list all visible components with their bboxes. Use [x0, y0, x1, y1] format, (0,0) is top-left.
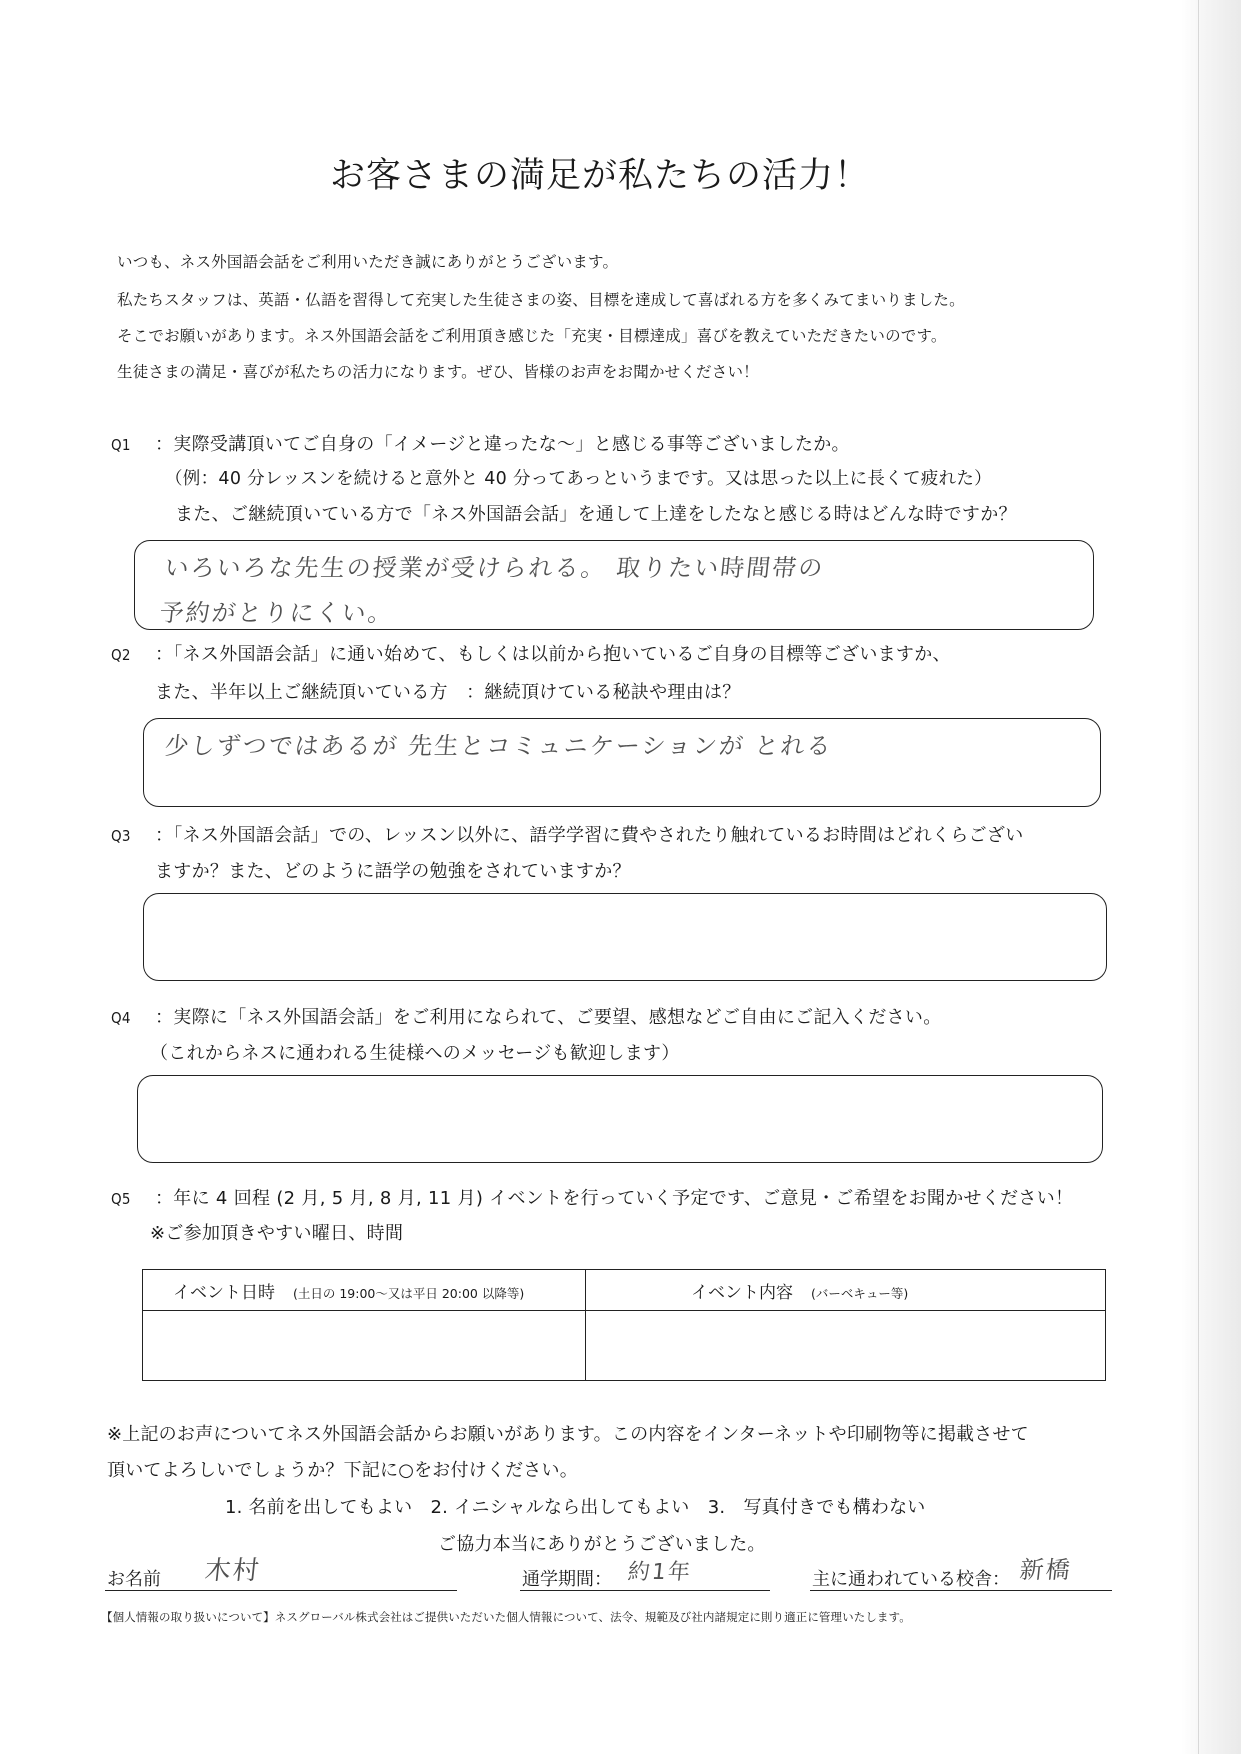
q1-line-3: また、ご継続頂いている方で「ネス外国語会話」を通して上達をしたなと感じる時はどんな時ですか？ — [175, 504, 1017, 525]
intro-line-4: 生徒さまの満足・喜びが私たちの活力になります。ぜひ、皆様のお声をお聞かせください！ — [117, 363, 759, 381]
q2-line-1: Q2 ：「ネス外国語会話」に通い始めて、もしくは以前から抱いているご自身の目標等ございますか、 — [111, 644, 951, 665]
q1-line-1: Q1 ：実際受講頂いてご自身の「イメージと違ったな～」と感じる事等ございましたか。 — [111, 434, 850, 455]
q1-number: Q1 — [111, 436, 131, 454]
period-label: 通学期間： — [522, 1569, 612, 1590]
q5-line-1: Q5 ：年に 4 回程 (2 月, 5 月, 8 月, 11 月) イベントを行っていく予定です、ご意見・ご希望をお聞かせください！ — [111, 1188, 1074, 1209]
thanks-text: ご協力本当にありがとうございました。 — [438, 1534, 766, 1555]
permission-options[interactable]: 1. 名前を出してもよい 2. イニシャルなら出してもよい 3. 写真付きでも構わない — [225, 1497, 926, 1518]
q4-line-2: （これからネスに通われる生徒様へのメッセージも歓迎します） — [150, 1043, 680, 1064]
page-title: お客さまの満足が私たちの活力！ — [329, 156, 870, 196]
scan-edge-line — [1198, 0, 1199, 1754]
event-datetime-cell[interactable] — [143, 1311, 586, 1381]
q2-number: Q2 — [111, 646, 131, 664]
q1-line-2: （例：40 分レッスンを続けると意外と 40 分ってあっというまです。又は思った以上に長くて疲れた） — [165, 469, 992, 489]
q4-line-1: Q4 ：実際に「ネス外国語会話」をご利用になられて、ご要望、感想などご自由にご記入ください。 — [111, 1007, 942, 1028]
school-label: 主に通われている校舎： — [812, 1569, 1010, 1590]
q5-number: Q5 — [111, 1190, 131, 1208]
q3-line-1: Q3 ：「ネス外国語会話」での、レッスン以外に、語学学習に費やされたり触れているお時間はどれくらござい — [111, 825, 1024, 846]
event-table — [142, 1269, 1106, 1381]
name-underline[interactable] — [105, 1590, 457, 1591]
q3-number: Q3 — [111, 827, 131, 845]
period-value: 約1年 — [626, 1560, 694, 1585]
q4-number: Q4 — [111, 1009, 131, 1027]
q3-line-2: ますか？また、どのように語学の勉強をされていますか？ — [155, 861, 631, 882]
event-datetime-note: (土日の 19:00～又は平日 20:00 以降等) — [293, 1285, 525, 1301]
q3-answer-box[interactable] — [143, 893, 1107, 981]
intro-line-2: 私たちスタッフは、英語・仏語を習得して充実した生徒さまの姿、目標を達成して喜ばれる方を多くみてまいりました。 — [117, 291, 965, 309]
event-content-header — [586, 1270, 1106, 1311]
school-underline[interactable] — [810, 1590, 1112, 1591]
scan-edge-shadow — [1181, 0, 1241, 1754]
q4-answer-box[interactable] — [137, 1075, 1103, 1163]
q1-answer-line-1: いろいろな先生の授業が受けられる。 取りたい時間帯の — [163, 554, 826, 582]
q1-answer-line-2: 予約がとりにくい。 — [158, 599, 396, 627]
event-datetime-label: イベント日時 — [173, 1282, 275, 1303]
q2-answer-line-1: 少しずつではあるが 先生とコミュニケーションが とれる — [163, 732, 835, 760]
permission-line-1: ※上記のお声についてネス外国語会話からお願いがあります。この内容をインターネットや印刷物等に掲載させて — [107, 1424, 1029, 1445]
q5-line-2: ※ご参加頂きやすい曜日、時間 — [150, 1223, 404, 1244]
name-value: 木村 — [203, 1556, 263, 1586]
privacy-notice: 【個人情報の取り扱いについて】ネスグローバル株式会社はご提供いただいた個人情報について、法令、規範及び社内諸規定に則り適正に管理いたします。 — [101, 1610, 911, 1624]
period-underline[interactable] — [520, 1590, 770, 1591]
permission-line-2: 頂いてよろしいでしょうか？下記に○をお付けください。 — [107, 1460, 578, 1481]
school-value: 新橋 — [1018, 1556, 1074, 1584]
q2-line-2: また、半年以上ご継続頂いている方 ：継続頂けている秘訣や理由は？ — [155, 682, 741, 703]
intro-line-3: そこでお願いがあります。ネス外国語会話をご利用頂き感じた「充実・目標達成」喜びを教えていただきたいのです。 — [117, 327, 947, 345]
intro-line-1: いつも、ネス外国語会話をご利用いただき誠にありがとうございます。 — [117, 253, 619, 271]
name-label: お名前 — [107, 1569, 161, 1590]
event-datetime-header — [143, 1270, 586, 1311]
event-content-cell[interactable] — [586, 1311, 1106, 1381]
event-content-note: (バーベキュー等) — [811, 1285, 909, 1301]
event-content-label: イベント内容 — [691, 1282, 793, 1303]
